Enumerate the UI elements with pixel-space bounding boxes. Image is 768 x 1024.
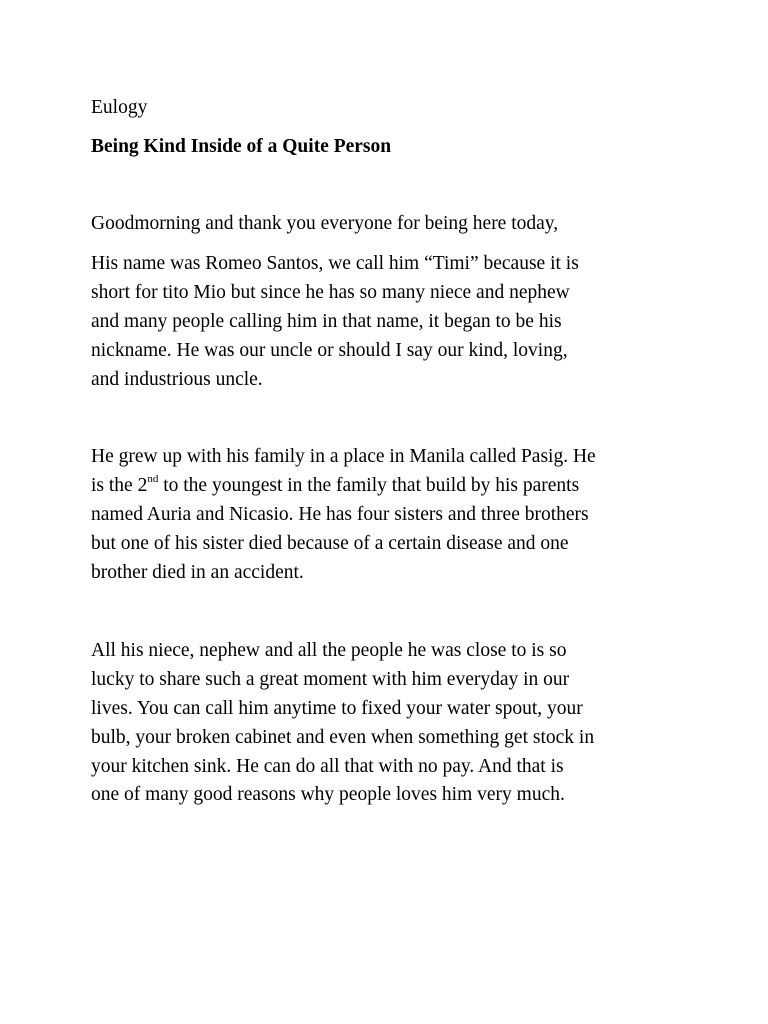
paragraph-line: and industrious uncle. xyxy=(91,368,263,390)
paragraph-family xyxy=(91,443,711,587)
paragraph-line: bulb, your broken cabinet and even when something get stock in xyxy=(91,726,595,748)
ordinal-superscript: nd xyxy=(147,473,159,486)
paragraph-line: lives. You can call him anytime to fixed your water spout, your xyxy=(91,697,583,719)
paragraph-helpfulness xyxy=(91,637,711,810)
paragraph-line: He grew up with his family in a place in Manila called Pasig. He xyxy=(91,446,596,467)
greeting-line: Goodmorning and thank you everyone for being here today, xyxy=(91,213,559,234)
paragraph-line: and many people calling him in that name, it began to be his xyxy=(91,310,562,332)
paragraph-line: lucky to share such a great moment with him everyday in our xyxy=(91,668,570,690)
paragraph-line: one of many good reasons why people loves him very much. xyxy=(91,784,565,806)
paragraph-line: named Auria and Nicasio. He has four sisters and three brothers xyxy=(91,503,589,525)
document-label: Eulogy xyxy=(91,97,148,118)
paragraph-line xyxy=(91,472,711,501)
paragraph-line: All his niece, nephew and all the people he was close to is so xyxy=(91,640,567,661)
paragraph-intro xyxy=(91,250,711,394)
paragraph-line: brother died in an accident. xyxy=(91,561,304,583)
line-text-before: is the 2 xyxy=(91,474,148,496)
line-text-after: to the youngest in the family that build by his parents xyxy=(158,474,580,496)
paragraph-line: but one of his sister died because of a certain disease and one xyxy=(91,532,569,554)
paragraph-line: short for tito Mio but since he has so many niece and nephew xyxy=(91,281,570,303)
paragraph-line: His name was Romeo Santos, we call him “Timi” because it is xyxy=(91,253,579,274)
paragraph-line: your kitchen sink. He can do all that with no pay. And that is xyxy=(91,755,564,777)
paragraph-line: nickname. He was our uncle or should I say our kind, loving, xyxy=(91,339,568,361)
document-title: Being Kind Inside of a Quite Person xyxy=(91,136,392,157)
